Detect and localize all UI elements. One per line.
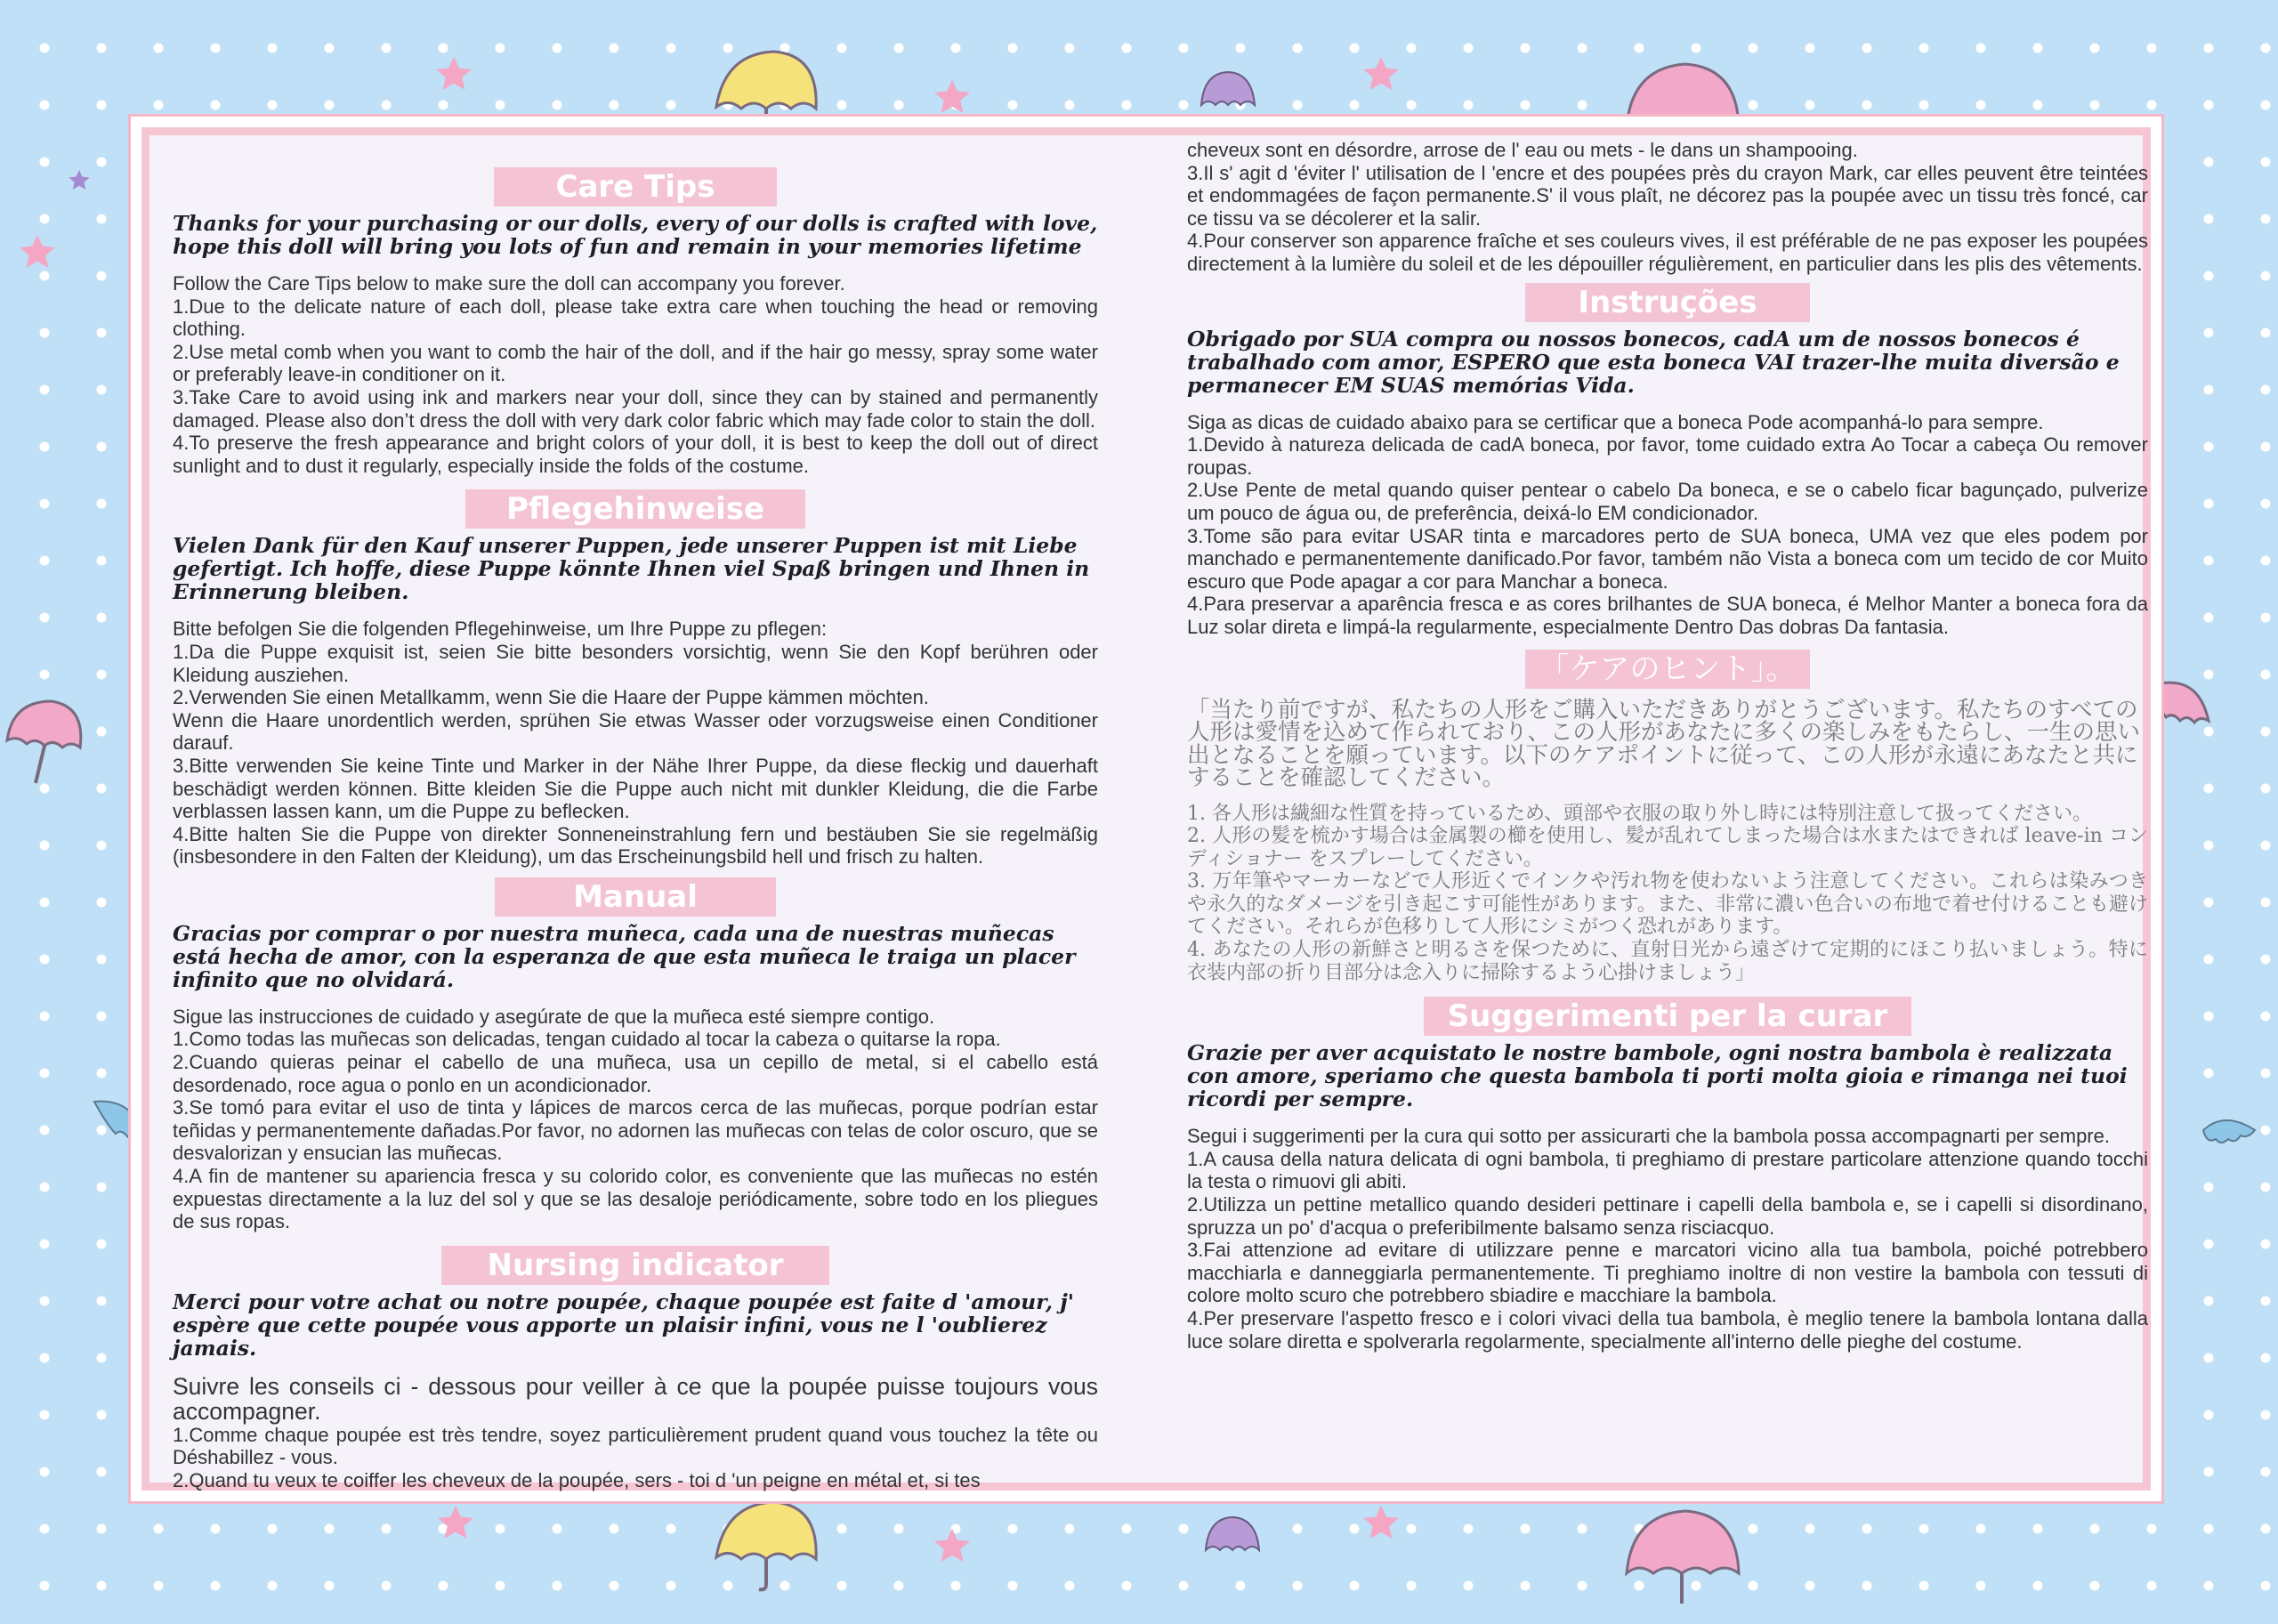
section-body: 1.Comme chaque poupée est très tendre, soyez particulièrement prudent quand vous touchez la tête ou Déshabillez - vous. 2.Quand tu veux te coiffer les cheveux de la poupée, sers - toi d 'un peigne en métal et, si tes <box>173 1423 1098 1491</box>
star-icon <box>68 169 91 192</box>
manual-section <box>173 877 1098 1233</box>
italian-section <box>1187 997 2148 1353</box>
left-column <box>173 167 1098 1492</box>
umbrella-icon <box>707 1495 823 1593</box>
section-intro: 「当たり前ですが、私たちの人形をご購入いただきありがとうございます。私たちのすべての人形は愛情を込めて作られており、この人形があなたに多くの楽しみをもたらし、一生の思い出となることを願っています。以下のケアポイントに従って、この人形が永遠にあなたと共にすることを確認してください。 <box>1187 696 2141 791</box>
star-icon <box>933 1527 972 1566</box>
section-intro: Obrigado por SUA compra ou nossos bonecos, cadA um de nossos bonecos é trabalhado com amor, ESPERO que esta boneca VAI trazer-lhe muita diversão e permanecer EM SUAS memórias Vida. <box>1187 326 2120 398</box>
section-body: Segui i suggerimenti per la cura qui sotto per assicurarti che la bambola possa accompagnarti per sempre. 1.A causa della natura delicata di ogni bambola, ti preghiamo di prestare particolare attenzione quando tocchi la testa o rimuovi gli abiti. 2.Utilizza un pettine metallico quando desideri pettinare i capelli della bambola e, se i capelli si disordinano, spruzza un po' d'acqua o preferibilmente balsamo senza risciacquo. 3.Fai attenzione ad evitare di utilizzare penne e marcatori vicino alla tua bambola, poiché potrebbero macchiarla e danneggiarla permanentemente. Ti preghiamo inoltre di non vestire la bambola con tessuti di colore molto scuro che potrebbero sbiadire e macchiare la bambola. 4.Per preservare l'aspetto fresco e i colori vivaci della tua bambola, è meglio tenere la bambola lontana dalla luce solare diretta e spolverarla regolarmente, specialmente all'interno delle pieghe del costume. <box>1187 1125 2148 1353</box>
umbrella-icon <box>1201 1513 1264 1566</box>
section-title: Instruções <box>1525 283 1810 322</box>
card-frame <box>141 127 2151 1491</box>
section-title: Manual <box>495 877 776 917</box>
right-column <box>1187 139 2148 1353</box>
section-body: Bitte befolgen Sie die folgenden Pflegehinweise, um Ihre Puppe zu pflegen: 1.Da die Puppe exquisit ist, seien Sie bitte besonders vorsichtig, wenn Sie den Kopf berühren oder Kleidung ausziehen. 2.Verwenden Sie einen Metallkamm, wenn Sie die Haare der Puppe kämmen möchten. Wenn die Haare unordentlich werden, sprühen Sie etwas Wasser oder vorzugsweise einen Conditioner darauf. 3.Bitte verwenden Sie keine Tinte und Marker in der Nähe Ihrer Puppe, da diese fleckig und dauerhaft beschädigt werden können. Bitte kleiden Sie die Puppe auch nicht mit dunkler Kleidung, die die Farbe verblassen lassen kann, um die Puppe zu beflecken. 4.Bitte halten Sie die Puppe von direkter Sonneneinstrahlung fern und bestäuben Sie sie regelmäßig (insbesondere in den Falten der Kleidung), um das Erscheinungsbild hell und frisch zu halten. <box>173 618 1098 869</box>
instrucoes-section <box>1187 283 2148 639</box>
section-body: Siga as dicas de cuidado abaixo para se certificar que a boneca Pode acompanhá-lo para sempre. 1.Devido à natureza delicada de cadA boneca, por favor, tome cuidado extra Ao Tocar a cabeça Ou remover roupas. 2.Use Pente de metal quando quiser pentear o cabelo Da boneca, e se o cabelo ficar bagunçado, pulverize um pouco de água ou, de preferência, deixá-lo EM condicionador. 3.Tome são para evitar USAR tinta e marcadores perto de SUA boneca, UMA vez que eles podem por manchado e permanentemente danificado.Por favor, também não Vista a boneca com um tecido de cor Muito escuro que Pode apagar a cor para Manchar a boneca. 4.Para preservar a aparência fresca e as cores brilhantes de SUA boneca, é Melhor Manter a boneca fora da Luz solar direta e limpá-la regularmente, especialmente Dentro Das dobras Da fantasia. <box>1187 410 2148 638</box>
section-intro: Vielen Dank für den Kauf unserer Puppen, jede unserer Puppen ist mit Liebe gefertigt. Ich hoffe, diese Puppe könnte Ihnen viel Spaß bringen und Ihnen in Erinnerung bleiben. <box>173 533 1090 605</box>
umbrella-icon <box>2198 1112 2260 1175</box>
section-title: Care Tips <box>494 167 777 206</box>
section-intro: Grazie per aver acquistato le nostre bambole, ogni nostra bambola è realizzata con amore, speriamo che questa bambola ti porti molta gioia e rimanga nei tuoi ricordi per sempre. <box>1187 1040 2128 1112</box>
nursing-indicator-section <box>173 1246 1098 1492</box>
star-icon <box>933 78 972 117</box>
umbrella-icon <box>0 694 89 792</box>
care-tips-section <box>173 167 1098 477</box>
japanese-section <box>1187 650 2148 985</box>
star-icon <box>1361 55 1401 94</box>
section-title: Suggerimenti per la curar <box>1424 997 1911 1036</box>
star-icon <box>434 55 473 94</box>
section-lead: Suivre les conseils ci - dessous pour veiller à ce que la poupée puisse toujours vous accompagner. <box>173 1372 1098 1425</box>
section-intro: Merci pour votre achat ou notre poupée, chaque poupée est faite d 'amour, j' espère que cette poupée vous apporte un plaisir infini, vous ne l 'oublierez jamais. <box>173 1289 1074 1361</box>
section-body: 1. 各人形は繊細な性質を持っているため、頭部や衣服の取り外し時には特別注意して扱ってください。 2. 人形の髪を梳かす場合は金属製の櫛を使用し、髪が乱れてしまった場合は水またはできれば leave-in コンディショナー をスプレーしてください。 3. 万年筆やマーカーなどで人形近くでインクや汚れ物を使わないよう注意してください。これらは染みつきや永久的なダメージを引き起こす可能性があります。また、非常に濃い色合いの布地で着せ付けることも避けてください。それらが色移りして人形にシミがつく恐れがあります。 4. あなたの人形の新鮮さと明るさを保つために、直射日光から遠ざけて定期的にほこり払いましょう。特に衣装内部の折り目部分は念入りに掃除するよう心掛けましょう」 <box>1187 802 2148 984</box>
star-icon <box>18 233 57 272</box>
section-intro: Gracias por comprar o por nuestra muñeca, cada una de nuestras muñecas está hecha de amor, con la esperanza de que esta muñeca le traiga un placer infinito que no olvidará. <box>173 920 1076 992</box>
star-icon <box>436 1504 475 1543</box>
section-body: Follow the Care Tips below to make sure the doll can accompany you forever. 1.Due to the delicate nature of each doll, please take extra care when touching the head or removing clothing. 2.Use metal comb when you want to comb the hair of the doll, and if the hair go messy, spray some water or preferably leave-in conditioner on it. 3.Take Care to avoid using ink and markers near your doll, since they can by stained and permanently damaged. Please also don’t dress the doll with very dark color fabric which may fade color to stain the doll. 4.To preserve the fresh appearance and bright colors of your doll, it is best to keep the doll out of direct sunlight and to dust it regularly, especially inside the folds of the costume. <box>173 272 1098 477</box>
section-title: 「ケアのヒント」。 <box>1525 650 1810 689</box>
care-card <box>128 114 2164 1504</box>
nursing-continued: cheveux sont en désordre, arrose de l' eau ou mets - le dans un shampooing. 3.Il s' agit d 'éviter l' utilisation de l 'encre et des poupées près du crayon Mark, car elles peuvent être teintées et endommagées de façon permanente.S' il vous plaît, ne décorez pas la poupée avec un tissu très foncé, car ce tissu va se décolerer et la salir. 4.Pour conserver son apparence fraîche et ses couleurs vives, il est préférable de ne pas exposer les poupées directement à la lumière du soleil et de les dépouiller régulièrement, en particulier dans les plis des vêtements. <box>1187 139 2148 275</box>
pflegehinweise-section <box>173 489 1098 869</box>
section-body: Sigue las instrucciones de cuidado y asegúrate de que la muñeca esté siempre contigo. 1.Como todas las muñecas son delicadas, tengan cuidado al tocar la cabeza o quitarse la ropa. 2.Cuando quieras peinar el cabello de una muñeca, usa un cepillo de metal, si el cabello está desordenado, roce agua o ponlo en un acondicionador. 3.Se tomó para evitar el uso de tinta y lápices de marcos cerca de las muñecas, porque podrían estar teñidas y permanentemente dañadas.Por favor, no adornen las muñecas con telas de color oscuro, que se desvalorizan y ensucian las muñecas. 4.A fin de mantener su apariencia fresca y su colorido color, es conveniente que las muñecas no estén expuestas directamente a la luz del sol y que se las desaloje periódicamente, sobre todo en los pliegues de sus ropas. <box>173 1005 1098 1233</box>
section-title: Pflegehinweise <box>465 489 805 529</box>
umbrella-icon <box>1197 68 1259 121</box>
section-intro: Thanks for your purchasing or our dolls, every of our dolls is crafted with love, hope this doll will bring you lots of fun and remain in your memories lifetime <box>173 211 1098 259</box>
umbrella-icon <box>1620 1504 1744 1611</box>
star-icon <box>1361 1504 1401 1543</box>
section-title: Nursing indicator <box>441 1246 829 1285</box>
